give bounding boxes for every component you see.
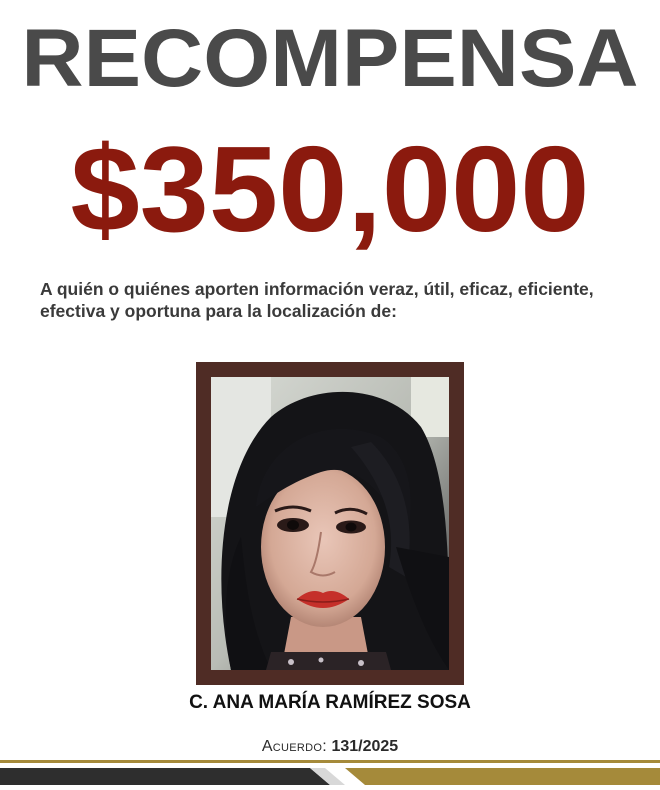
agreement-line (150, 738, 510, 756)
person-name: C. ANA MARÍA RAMÍREZ SOSA (189, 692, 471, 713)
reward-title: RECOMPENSA (21, 13, 639, 104)
footer-band (0, 758, 660, 785)
reward-description: A quién o quiénes aporten información veraz, útil, eficaz, eficiente, efectiva y oportuna para la localización de: (40, 279, 594, 321)
photo-frame (196, 362, 464, 685)
agreement-number: 131/2025 (331, 738, 399, 755)
agreement-label: Acuerdo: (261, 738, 327, 755)
reward-amount: $350,000 (70, 121, 590, 257)
missing-person-photo (211, 377, 449, 670)
